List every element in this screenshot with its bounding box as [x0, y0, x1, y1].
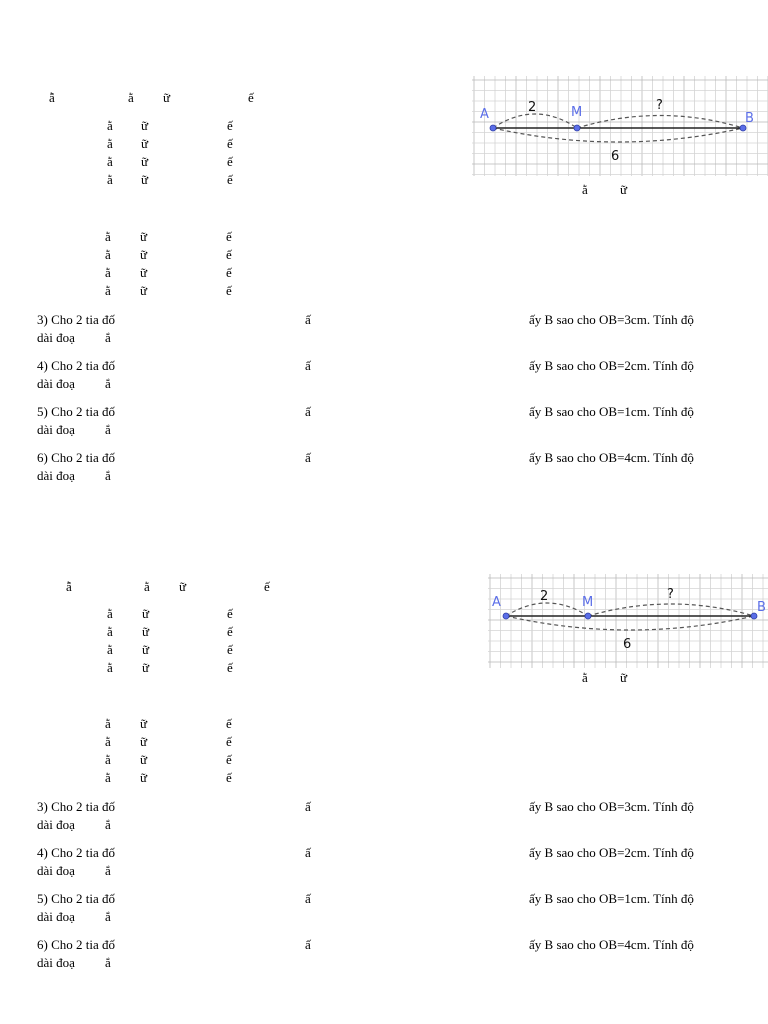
glyph: ế: [227, 660, 233, 675]
glyph: ằ: [107, 118, 113, 133]
length-mb: ?: [656, 98, 663, 113]
problem-text: ấy B sao cho OB=2cm. Tính độ: [529, 845, 694, 860]
problem-text: ấy B sao cho OB=2cm. Tính độ: [529, 358, 694, 373]
glyph: ữ: [141, 154, 149, 169]
figure-caption: ằ: [582, 670, 588, 685]
glyph: ắ: [105, 468, 111, 483]
glyph: ằ: [107, 624, 113, 639]
glyph: ữ: [142, 660, 150, 675]
glyph: ắ: [105, 863, 111, 878]
glyph: ữ: [141, 118, 149, 133]
glyph: ế: [226, 752, 232, 767]
glyph: ữ: [140, 283, 148, 298]
glyph: ằ: [107, 154, 113, 169]
segment-diagram: [472, 76, 768, 176]
length-am: 2: [528, 100, 537, 115]
problem-lead: 5) Cho 2 tia đố: [37, 891, 115, 906]
problem-lead: 3) Cho 2 tia đố: [37, 799, 115, 814]
point-m: [574, 125, 580, 131]
glyph: ằ: [107, 642, 113, 657]
label-b: B: [757, 600, 766, 615]
glyph: ế: [226, 247, 232, 262]
problem-text: dài đoạ: [37, 376, 75, 391]
problem-text: ấy B sao cho OB=3cm. Tính độ: [529, 312, 694, 327]
problem-lead: 4) Cho 2 tia đố: [37, 845, 115, 860]
glyph: ằ: [105, 283, 111, 298]
problem-lead: 6) Cho 2 tia đố: [37, 937, 115, 952]
heading-glyph: ữ: [163, 90, 171, 105]
glyph: ế: [227, 624, 233, 639]
problem-text: dài đoạ: [37, 817, 75, 832]
glyph: ấ: [305, 799, 311, 814]
glyph: ằ: [107, 136, 113, 151]
figure-caption: ữ: [620, 182, 628, 197]
arc-ab: [493, 128, 743, 142]
heading-glyph: ẫ: [49, 90, 55, 105]
glyph: ấ: [305, 450, 311, 465]
glyph: ắ: [105, 376, 111, 391]
glyph: ằ: [105, 247, 111, 262]
glyph: ằ: [105, 734, 111, 749]
problem-text: ấy B sao cho OB=1cm. Tính độ: [529, 404, 694, 419]
glyph: ế: [227, 172, 233, 187]
glyph: ấ: [305, 404, 311, 419]
glyph: ữ: [140, 716, 148, 731]
glyph: ế: [226, 770, 232, 785]
glyph: ằ: [107, 660, 113, 675]
glyph: ế: [226, 229, 232, 244]
glyph: ữ: [140, 229, 148, 244]
glyph: ữ: [141, 136, 149, 151]
label-a: A: [492, 595, 501, 610]
problem-lead: 6) Cho 2 tia đố: [37, 450, 115, 465]
glyph: ấ: [305, 845, 311, 860]
problem-text: dài đoạ: [37, 909, 75, 924]
label-b: B: [745, 111, 754, 126]
grid: [472, 76, 768, 176]
glyph: ắ: [105, 422, 111, 437]
glyph: ữ: [140, 265, 148, 280]
heading-glyph: ữ: [179, 579, 187, 594]
glyph: ấ: [305, 358, 311, 373]
arc-ab: [506, 616, 754, 630]
glyph: ế: [226, 734, 232, 749]
heading-glyph: ằ: [128, 90, 134, 105]
glyph: ế: [227, 606, 233, 621]
label-m: M: [571, 105, 583, 120]
glyph: ằ: [105, 229, 111, 244]
segment-diagram: [488, 574, 768, 668]
arc-mb: [588, 604, 754, 616]
problem-text: dài đoạ: [37, 330, 75, 345]
problem-text: dài đoạ: [37, 955, 75, 970]
glyph: ằ: [107, 172, 113, 187]
glyph: ắ: [105, 330, 111, 345]
problem-text: dài đoạ: [37, 422, 75, 437]
heading-glyph: ế: [248, 90, 254, 105]
heading-glyph: ế: [264, 579, 270, 594]
glyph: ằ: [105, 752, 111, 767]
length-ab: 6: [611, 149, 620, 164]
figure-caption: ằ: [582, 182, 588, 197]
glyph: ằ: [105, 716, 111, 731]
point-a: [503, 613, 509, 619]
glyph: ấ: [305, 937, 311, 952]
problem-text: ấy B sao cho OB=4cm. Tính độ: [529, 450, 694, 465]
length-am: 2: [540, 589, 549, 604]
glyph: ữ: [142, 624, 150, 639]
glyph: ữ: [140, 770, 148, 785]
glyph: ế: [227, 642, 233, 657]
label-m: M: [582, 595, 594, 610]
label-a: A: [480, 107, 489, 122]
glyph: ế: [226, 265, 232, 280]
glyph: ữ: [142, 642, 150, 657]
heading-glyph: ẫ: [66, 579, 72, 594]
glyph: ữ: [140, 734, 148, 749]
point-m: [585, 613, 591, 619]
glyph: ữ: [140, 752, 148, 767]
heading-glyph: ằ: [144, 579, 150, 594]
glyph: ằ: [105, 770, 111, 785]
length-ab: 6: [623, 637, 632, 652]
problem-lead: 4) Cho 2 tia đố: [37, 358, 115, 373]
figure-caption: ữ: [620, 670, 628, 685]
glyph: ế: [226, 283, 232, 298]
glyph: ữ: [142, 606, 150, 621]
glyph: ữ: [140, 247, 148, 262]
problem-lead: 3) Cho 2 tia đố: [37, 312, 115, 327]
glyph: ắ: [105, 955, 111, 970]
glyph: ế: [227, 136, 233, 151]
problem-text: ấy B sao cho OB=1cm. Tính độ: [529, 891, 694, 906]
problem-text: dài đoạ: [37, 863, 75, 878]
glyph: ằ: [105, 265, 111, 280]
glyph: ữ: [141, 172, 149, 187]
glyph: ắ: [105, 817, 111, 832]
problem-text: dài đoạ: [37, 468, 75, 483]
point-a: [490, 125, 496, 131]
problem-lead: 5) Cho 2 tia đố: [37, 404, 115, 419]
glyph: ấ: [305, 312, 311, 327]
problem-text: ấy B sao cho OB=3cm. Tính độ: [529, 799, 694, 814]
glyph: ế: [227, 154, 233, 169]
glyph: ế: [226, 716, 232, 731]
glyph: ắ: [105, 909, 111, 924]
glyph: ằ: [107, 606, 113, 621]
length-mb: ?: [667, 587, 674, 602]
problem-text: ấy B sao cho OB=4cm. Tính độ: [529, 937, 694, 952]
glyph: ấ: [305, 891, 311, 906]
glyph: ế: [227, 118, 233, 133]
